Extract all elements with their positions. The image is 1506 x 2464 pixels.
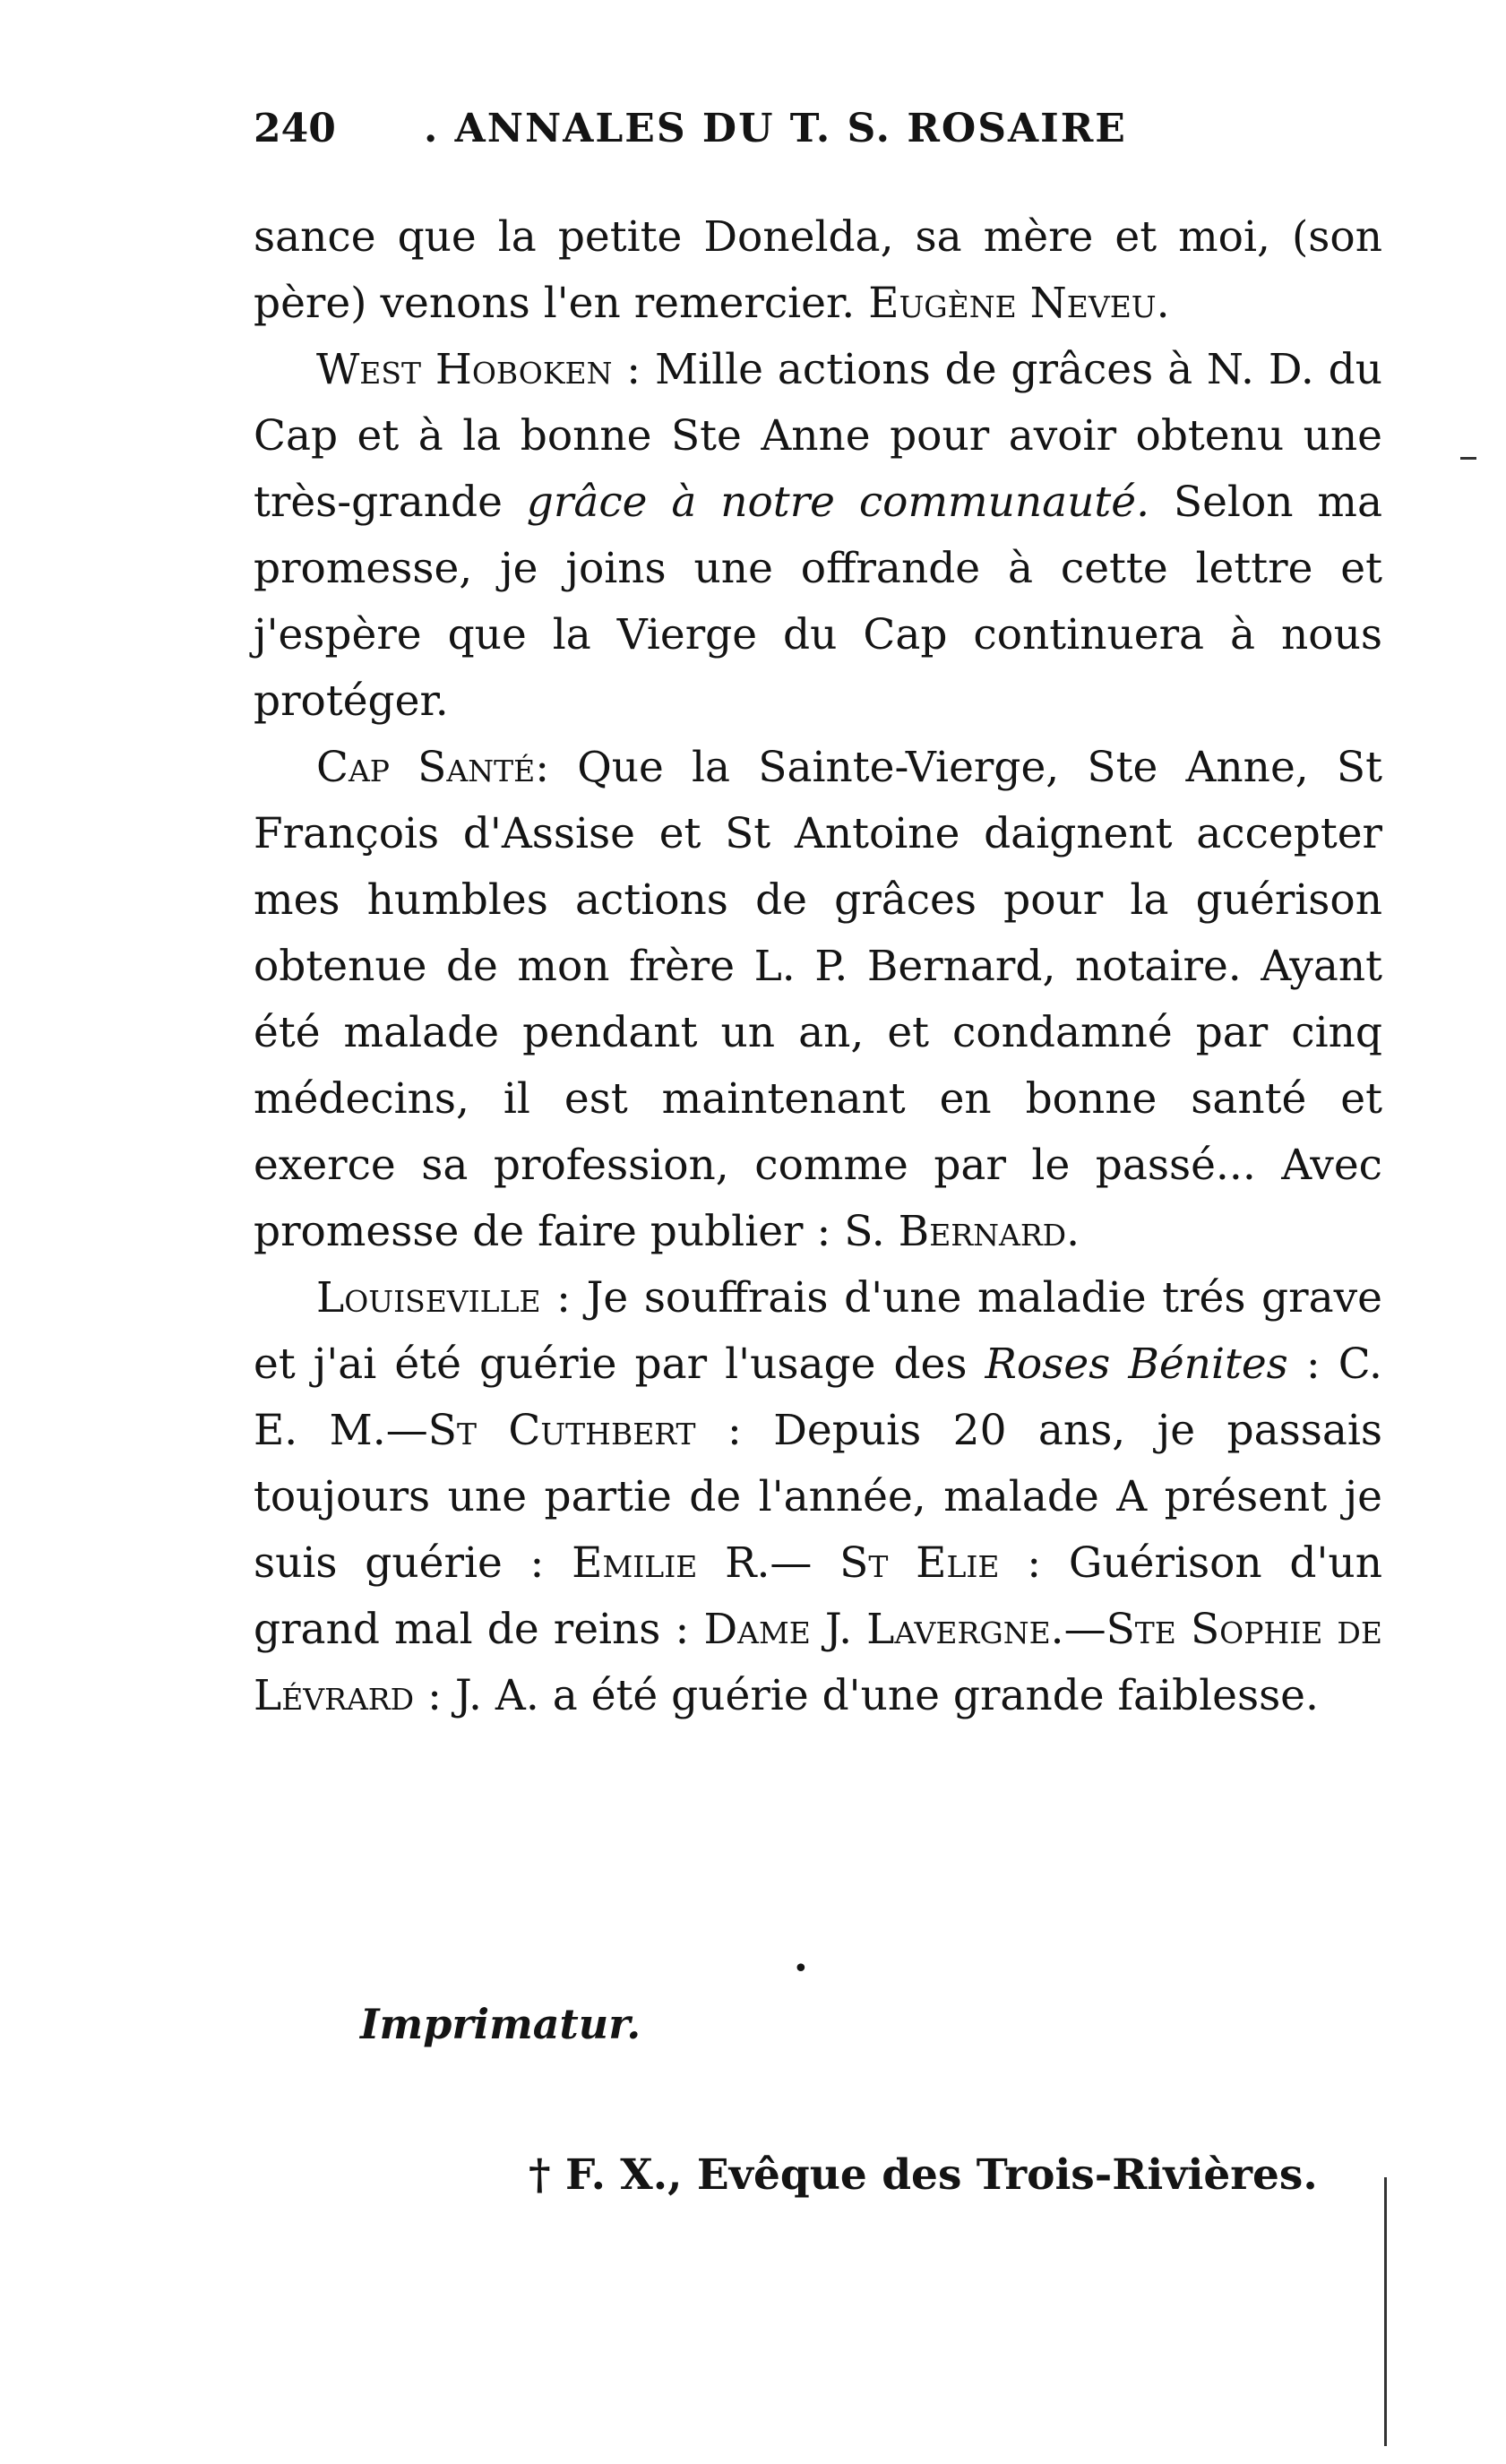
text-segment: St Elie [839, 1538, 1000, 1588]
text-segment: Selon ma promesse, je joins une offrande à cette lettre et j'espère que la Vierge du Cap continuera à nous protéger. [254, 478, 1382, 726]
paragraph-3 [254, 735, 1382, 1265]
paragraph-4 [254, 1265, 1382, 1729]
text-segment: — [770, 1538, 840, 1588]
text-segment: : J. A. a été guérie d'une grande faiblesse. [414, 1671, 1319, 1720]
text-segment: Dame J. Lavergne. [703, 1605, 1064, 1654]
signature: † F. X., Evêque des Trois-Rivières. [529, 2150, 1318, 2200]
text-segment: West Hoboken [316, 345, 613, 394]
margin-tick [1460, 457, 1476, 460]
page-header [254, 106, 1382, 177]
text-segment: : C. E. M.— [254, 1340, 1382, 1455]
text-segment: Ste Sophie de Lévrard [254, 1605, 1382, 1720]
bullet-mark: • [793, 1953, 809, 1985]
text-segment: : Que la Sainte-Vierge, Ste Anne, St François d'Assise et St Antoine daignent accepter mes humbles actions de grâces pour la guérison obtenue de mon frère L. P. Bernard, notaire. Ayant été malade pendant un an, et condamné par cinq médecins, il est maintenant en bonne santé et exerce sa profession, comme par le passé... Avec promesse de faire publier : S. [254, 743, 1382, 1256]
text-segment: : Je souffrais d'une maladie trés grave et j'ai été guérie par l'usage des [254, 1273, 1382, 1389]
text-segment: Emilie R. [572, 1538, 770, 1588]
page [254, 106, 1382, 1729]
text-segment: — [1063, 1605, 1106, 1654]
margin-rule [1384, 2177, 1387, 2446]
paragraph-1 [254, 204, 1382, 337]
body-text [254, 204, 1382, 1729]
text-segment: grâce à notre communauté. [526, 478, 1150, 527]
text-segment: sance que la petite Donelda, sa mère et moi, (son père) venons l'en remercier. [254, 212, 1382, 328]
text-segment: : Guérison d'un grand mal de reins : [254, 1538, 1382, 1654]
text-segment: Cap Santé [316, 743, 536, 792]
text-segment: Louiseville [316, 1273, 541, 1322]
text-segment: : Mille actions de grâces à N. D. du Cap et à la bonne Ste Anne pour avoir obtenu une très-grande [254, 345, 1382, 527]
imprimatur: Imprimatur. [360, 2000, 641, 2048]
text-segment: St Cuthbert [427, 1406, 696, 1455]
running-title: . ANNALES DU T. S. ROSAIRE [424, 106, 1127, 151]
text-segment: : Depuis 20 ans, je passais toujours une partie de l'année, malade A présent je suis guérie : [254, 1406, 1382, 1588]
text-segment: Roses Bénites [985, 1340, 1288, 1389]
paragraph-2 [254, 337, 1382, 735]
page-number: 240 [254, 106, 336, 151]
text-segment: Eugène Neveu. [868, 279, 1170, 328]
text-segment: Bernard. [898, 1207, 1080, 1256]
